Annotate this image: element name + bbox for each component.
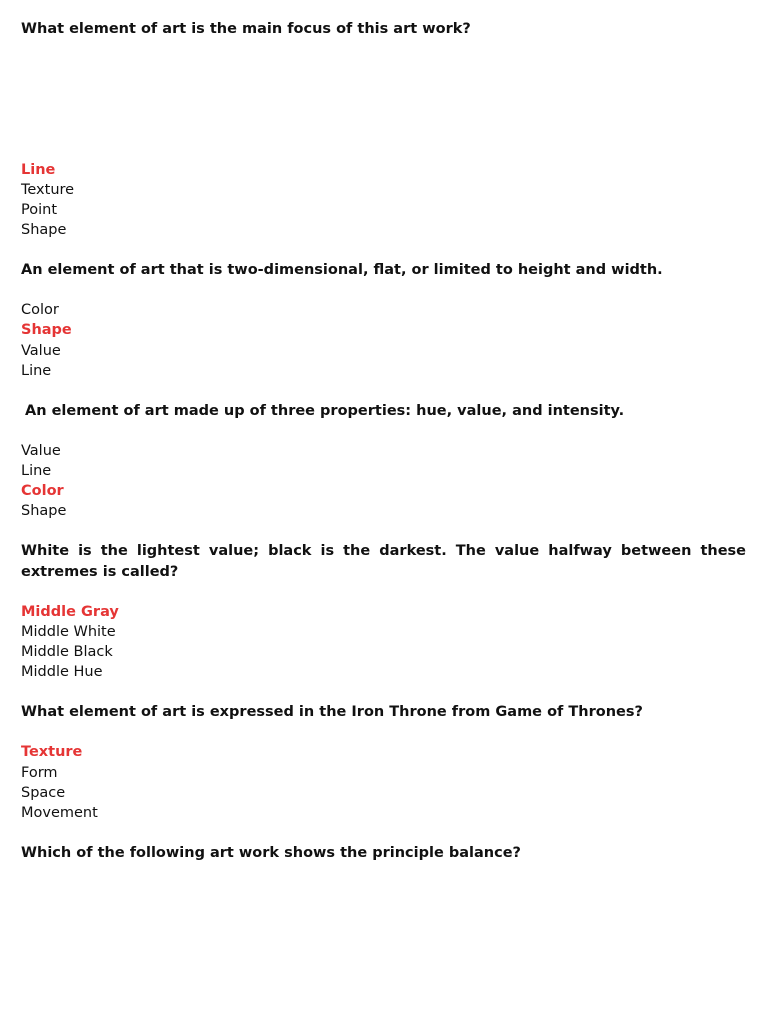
answer-option: Shape bbox=[21, 503, 67, 520]
spacer bbox=[21, 421, 746, 441]
question-text: Which of the following art work shows the principle balance? bbox=[21, 844, 521, 861]
answer-option-correct: Color bbox=[21, 483, 64, 500]
question-text: What element of art is expressed in the Iron Throne from Game of Thrones? bbox=[21, 704, 643, 721]
answer-option-correct: Line bbox=[21, 161, 56, 178]
answer-option: Color bbox=[21, 302, 59, 319]
question-text: An element of art made up of three properties: hue, value, and intensity. bbox=[25, 402, 625, 419]
spacer bbox=[21, 823, 746, 843]
spacer bbox=[21, 240, 746, 260]
question-block bbox=[21, 843, 746, 863]
question-block bbox=[21, 401, 746, 522]
spacer bbox=[21, 682, 746, 702]
question-block bbox=[21, 19, 746, 240]
answer-option: Texture bbox=[21, 181, 75, 198]
question-text: What element of art is the main focus of this art work? bbox=[21, 21, 471, 37]
answer-option: Middle Black bbox=[21, 643, 113, 660]
answer-option: Movement bbox=[21, 804, 98, 821]
spacer bbox=[21, 521, 746, 541]
spacer bbox=[21, 582, 746, 602]
answer-option: Point bbox=[21, 201, 58, 218]
spacer bbox=[21, 722, 746, 742]
question-block bbox=[21, 260, 746, 381]
image-placeholder bbox=[21, 39, 746, 160]
answer-option: Form bbox=[21, 764, 58, 781]
answer-option-correct: Shape bbox=[21, 322, 72, 339]
answer-option: Value bbox=[21, 342, 61, 359]
answer-option-correct: Texture bbox=[21, 744, 83, 761]
answer-option: Shape bbox=[21, 221, 67, 238]
quiz-document bbox=[21, 19, 746, 863]
answer-option: Middle White bbox=[21, 623, 116, 640]
answer-option-correct: Middle Gray bbox=[21, 603, 119, 620]
question-block bbox=[21, 702, 746, 823]
question-text: White is the lightest value; black is the darkest. The value halfway between these extremes is called? bbox=[21, 543, 746, 580]
answer-option: Value bbox=[21, 443, 61, 459]
spacer bbox=[21, 280, 746, 300]
answer-option: Space bbox=[21, 784, 66, 801]
spacer bbox=[21, 381, 746, 401]
question-text: An element of art that is two-dimensional, flat, or limited to height and width. bbox=[21, 262, 663, 279]
answer-option: Middle Hue bbox=[21, 664, 103, 681]
question-block bbox=[21, 541, 746, 682]
answer-option: Line bbox=[21, 463, 52, 480]
answer-option: Line bbox=[21, 362, 52, 379]
